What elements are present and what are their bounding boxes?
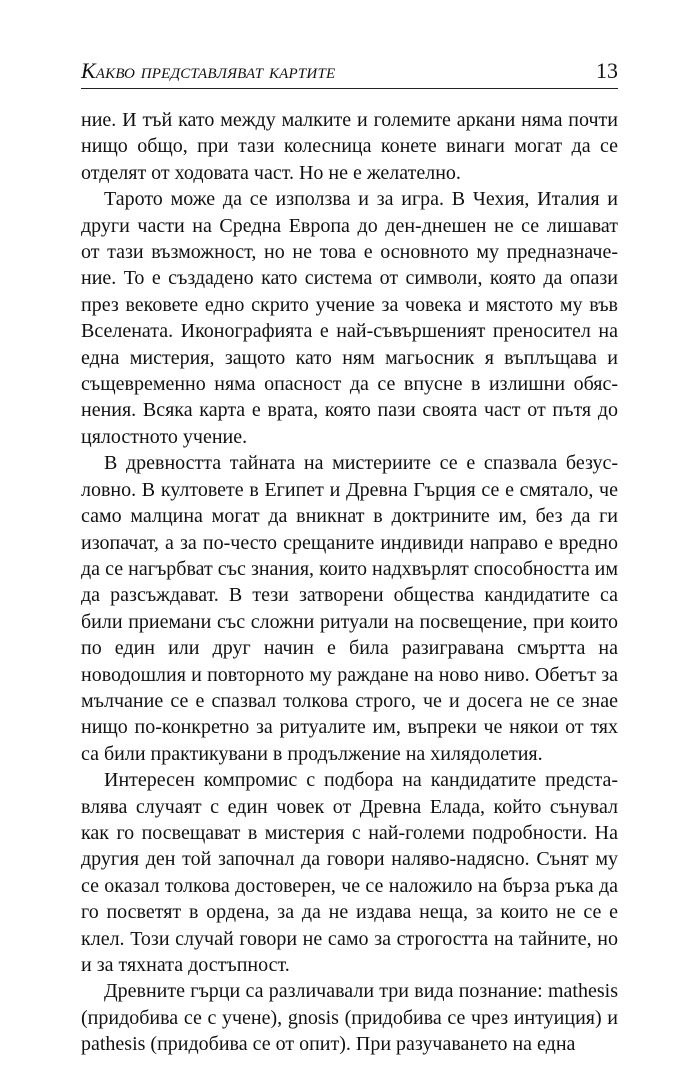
paragraph-knowledge: Древните гърци са различавали три вида познание: mathesis (придобива се с учене), gnosis (придобива се чрез интуиция) и pathesis (придобива се от опит). При разучаването на една (81, 980, 618, 1056)
body-text (81, 107, 618, 1058)
book-page (81, 56, 618, 1058)
paragraph-mysteries: В древността тайната на мистериите се е спазвала безусловно. В култовете в Египет и Древна Гърция се е смятало, че само малцина могат да вникнат в доктрините им, без да ги изопачат, а за по-често срещаните индивиди направо е вредно да се нагърбват със знания, които надхвърлят способността им да разсъждават. В тези затворени общества кандидатите са били приемани със сложни ритуали на посвещение, при които по един или друг начин е била разигравана смъртта на новодошлия и повторното му раждане на ново ниво. Обетът за мълчание се е спазвал толкова строго, че и досега не се знае нищо по-конкретно за ритуалите им, въпреки че някои от тях са били практикувани в продължение на хилядолетия. (81, 452, 618, 765)
paragraph-tarot-game: Тарото може да се използва и за игра. В Чехия, Италия и други части на Средна Европа до ден-днешен не се лишават от тази възможност, но не това е основното му предназначение. То е създадено като система от символи, която да опази през вековете едно скрито учение за човека и мястото му във Вселената. Иконографията е най-съвършеният преносител на една мистерия, защото като ням магьосник я въплъщава и същевременно няма опасност да се впусне в излишни обяснения. Всяка карта е врата, която пази своята част от пътя до цялостното учение. (81, 188, 618, 448)
paragraph-compromise: Интересен компромис с подбора на кандидатите представлява случаят с един човек от Древна Елада, който сънувал как го посвещават в мистерия с най-големи подробности. На другия ден той започнал да говори наляво-надясно. Сънят му се оказал толкова достоверен, че се наложило на бърза ръка да го посветят в ордена, за да не издава неща, за които не се е клел. Този случай говори не само за строгостта на тайните, но и за тяхната достъпност. (81, 769, 618, 976)
page-number: 13 (596, 58, 618, 83)
chapter-title: Какво представляват картите (81, 58, 336, 83)
header-rule (81, 88, 618, 89)
paragraph-continued: ние. И тъй като между малките и големите аркани няма почти нищо общо, при тази колесница конете винаги могат да се отделят от ходовата част. Но не е желателно. (81, 109, 618, 184)
running-header (81, 56, 618, 86)
